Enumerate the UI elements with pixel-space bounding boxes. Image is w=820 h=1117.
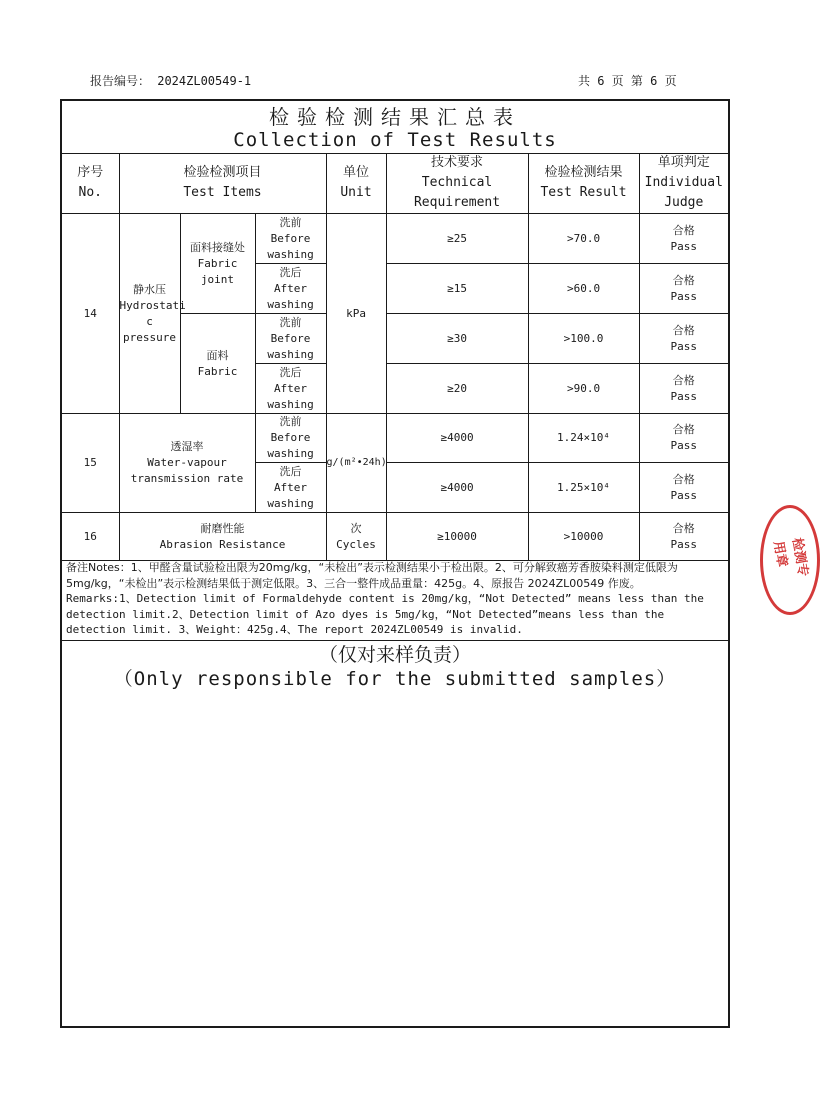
row14-result-3: >100.0 [528, 314, 639, 364]
row15-judge-1: 合格 Pass [639, 414, 728, 463]
row15-result-2: 1.25×10⁴ [528, 463, 639, 513]
row15-judge-2: 合格 Pass [639, 463, 728, 513]
results-frame [60, 99, 730, 1028]
table-row [62, 414, 728, 463]
row14-result-2: >60.0 [528, 264, 639, 314]
col-result: 检验检测结果 Test Result [528, 153, 639, 214]
notes-block [66, 560, 726, 638]
row14-judge-4: 合格 Pass [639, 364, 728, 414]
responsibility-en: （Only responsible for the submitted samples） [113, 668, 677, 690]
title-block [62, 101, 728, 154]
row14-req-1: ≥25 [386, 214, 528, 264]
row16-no: 16 [62, 513, 119, 561]
row14-req-2: ≥15 [386, 264, 528, 314]
row14-unit: kPa [326, 214, 386, 414]
row14-no: 14 [62, 214, 119, 414]
row15-item: 透湿率 Water-vapour transmission rate [119, 414, 255, 513]
col-no: 序号 No. [62, 153, 119, 214]
row16-unit: 次 Cycles [326, 513, 386, 561]
col-unit: 单位 Unit [326, 153, 386, 214]
title-cn: 检验检测结果汇总表 [269, 105, 521, 129]
results-table [62, 153, 728, 561]
row14-after-2: 洗后 After washing [255, 364, 326, 414]
row14-judge-2: 合格 Pass [639, 264, 728, 314]
row15-result-1: 1.24×10⁴ [528, 414, 639, 463]
notes-divider [62, 640, 728, 641]
table-row [62, 513, 728, 561]
row14-judge-1: 合格 Pass [639, 214, 728, 264]
row15-no: 15 [62, 414, 119, 513]
notes-en: Remarks:1、Detection limit of Formaldehyde content is 20mg/kg，“Not Detected” means less than the detection limit.2、Detection limit of Azo dyes is 5mg/kg，“Not Detected”means less than the detection limit. 3、Weight：425g.4、The report 2024ZL00549 is invalid. [66, 592, 704, 636]
row15-after: 洗后 After washing [255, 463, 326, 513]
row14-before-1: 洗前 Before washing [255, 214, 326, 264]
row14-judge-3: 合格 Pass [639, 314, 728, 364]
inspection-stamp [760, 505, 820, 615]
col-requirement: 技术要求 Technical Requirement [386, 153, 528, 214]
row14-item: 静水压 Hydrostati c pressure [119, 214, 180, 414]
stamp-text: 检测专用章 [770, 536, 811, 578]
row16-item: 耐磨性能 Abrasion Resistance [119, 513, 326, 561]
responsibility-cn: （仅对来样负责） [318, 644, 471, 666]
header-row [62, 153, 728, 214]
row14-before-2: 洗前 Before washing [255, 314, 326, 364]
col-test-items: 检验检测项目 Test Items [119, 153, 326, 214]
row15-before: 洗前 Before washing [255, 414, 326, 463]
row14-sub-fabric-joint: 面料接缝处 Fabric joint [180, 214, 255, 314]
row16-req: ≥10000 [386, 513, 528, 561]
row16-judge: 合格 Pass [639, 513, 728, 561]
row14-result-4: >90.0 [528, 364, 639, 414]
row15-req-1: ≥4000 [386, 414, 528, 463]
row14-result-1: >70.0 [528, 214, 639, 264]
table-row [62, 214, 728, 264]
notes-cn: 备注Notes：1、甲醛含量试验检出限为20mg/kg，“未检出”表示检测结果小于检出限。2、可分解致癌芳香胺染料测定低限为5mg/kg，“未检出”表示检测结果低于测定低限。3、三合一整件成品重量：425g。4、原报告 2024ZL00549 作废。 [66, 561, 678, 590]
row14-req-3: ≥30 [386, 314, 528, 364]
page-indicator: 共 6 页 第 6 页 [578, 74, 677, 88]
row14-after-1: 洗后 After washing [255, 264, 326, 314]
row14-req-4: ≥20 [386, 364, 528, 414]
row16-result: >10000 [528, 513, 639, 561]
report-number: 报告编号： 2024ZL00549-1 [90, 74, 252, 88]
row15-req-2: ≥4000 [386, 463, 528, 513]
row15-unit: g/(m²•24h) [326, 414, 386, 513]
row14-sub-fabric: 面料 Fabric [180, 314, 255, 414]
col-judge: 单项判定 Individual Judge [639, 153, 728, 214]
title-en: Collection of Test Results [233, 129, 557, 151]
